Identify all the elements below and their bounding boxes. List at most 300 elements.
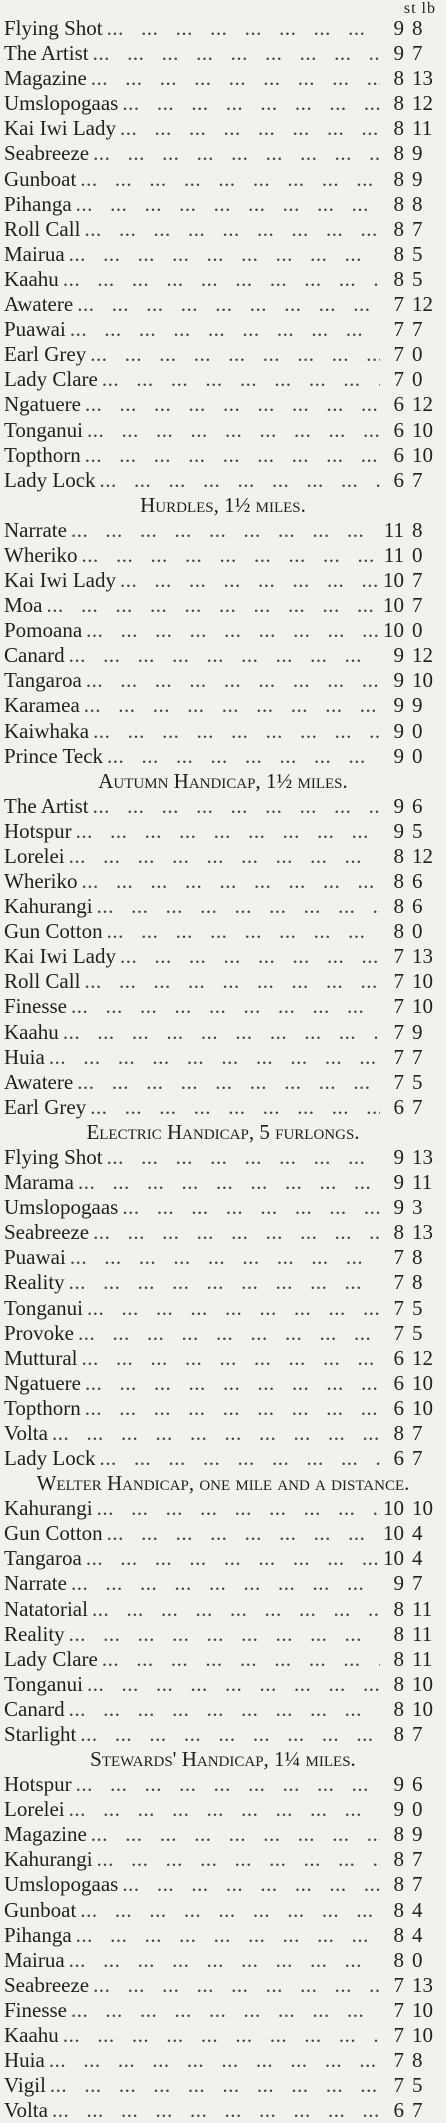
weight-pounds: 0: [412, 1947, 423, 1972]
horse-name: Lady Clare: [4, 1646, 98, 1671]
dot-leader: [81, 1396, 380, 1421]
weight-pounds: 0: [412, 367, 423, 392]
weight-pounds: 12: [412, 843, 433, 868]
horse-entry: [0, 819, 446, 844]
weight-stone: 8: [393, 1621, 404, 1646]
dot-leader: [76, 167, 380, 192]
horse-name: Pihanga: [4, 1922, 72, 1947]
horse-entry: [0, 1070, 446, 1095]
weight-stone: 10: [383, 1496, 404, 1521]
horse-entry: [0, 1145, 446, 1170]
horse-name: Gunboat: [4, 166, 77, 191]
dot-leader: [72, 1772, 380, 1797]
dot-leader: [83, 1672, 380, 1697]
weight-stone: 6: [393, 1395, 404, 1420]
weight-stone: 11: [383, 542, 404, 567]
horse-name: Huia: [4, 2048, 45, 2073]
weight-stone: 9: [393, 818, 404, 843]
horse-name: Kahurangi: [4, 894, 93, 919]
horse-name: Topthorn: [4, 1395, 81, 1420]
horse-entry: [0, 1496, 446, 1521]
weight-pounds: 13: [412, 1972, 433, 1997]
weight-stone: 11: [383, 517, 404, 542]
horse-name: Tangaroa: [4, 668, 82, 693]
dot-leader: [116, 116, 380, 141]
dot-leader: [88, 1597, 380, 1622]
weight-pounds: 0: [412, 718, 423, 743]
weight-stone: 8: [393, 1922, 404, 1947]
weight-stone: 8: [393, 1420, 404, 1445]
horse-entry: [0, 1697, 446, 1722]
weight-pounds: 7: [412, 1446, 423, 1471]
dot-leader: [116, 944, 380, 969]
horse-entry: [0, 1020, 446, 1045]
weight-pounds: 7: [412, 1044, 423, 1069]
horse-name: Lady Clare: [4, 367, 98, 392]
dot-leader: [83, 418, 380, 443]
dot-leader: [67, 518, 380, 543]
horse-name: Gun Cotton: [4, 919, 103, 944]
horse-name: Seabreeze: [4, 141, 90, 166]
horse-name: Canard: [4, 1696, 65, 1721]
dot-leader: [89, 41, 380, 66]
horse-entry: [0, 794, 446, 819]
dot-leader: [72, 1923, 380, 1948]
weight-stone: 7: [393, 1019, 404, 1044]
weight-pounds: 0: [412, 1797, 423, 1822]
horse-entry: [0, 267, 446, 292]
dot-leader: [82, 1546, 380, 1571]
horse-name: Mairua: [4, 241, 65, 266]
weight-pounds: 5: [412, 818, 423, 843]
weight-stone: 8: [393, 1671, 404, 1696]
weight-stone: 7: [393, 1320, 404, 1345]
race-section: [0, 493, 446, 769]
horse-entry: [0, 1546, 446, 1571]
horse-entry: [0, 869, 446, 894]
race-section: [0, 1120, 446, 1471]
horse-entry: [0, 1672, 446, 1697]
weight-pounds: 4: [412, 1897, 423, 1922]
weight-stone: 7: [393, 1270, 404, 1295]
dot-leader: [78, 1346, 381, 1371]
dot-leader: [45, 2048, 380, 2073]
dot-leader: [73, 1070, 380, 1095]
weight-stone: 8: [393, 1596, 404, 1621]
dot-leader: [72, 819, 380, 844]
race-section: [0, 1747, 446, 2123]
dot-leader: [48, 2098, 380, 2123]
horse-name: Pomoana: [4, 618, 83, 643]
dot-leader: [89, 719, 380, 744]
horse-name: Puawai: [4, 1245, 66, 1270]
weight-pounds: 12: [412, 643, 433, 668]
dot-leader: [74, 1321, 380, 1346]
horse-name: Kaahu: [4, 2023, 59, 2048]
horse-name: Hotspur: [4, 1772, 72, 1797]
weight-pounds: 10: [412, 1395, 433, 1420]
weight-stone: 9: [393, 668, 404, 693]
dot-leader: [96, 1446, 380, 1471]
horse-name: Topthorn: [4, 442, 81, 467]
weight-pounds: 9: [412, 166, 423, 191]
horse-entry: [0, 994, 446, 1019]
weight-stone: 9: [393, 1772, 404, 1797]
weight-stone: 8: [393, 91, 404, 116]
weight-stone: 6: [393, 1094, 404, 1119]
race-sections: [0, 16, 446, 2123]
weight-stone: 8: [393, 1646, 404, 1671]
weight-units-header: st lb: [403, 0, 436, 17]
dot-leader: [65, 1622, 380, 1647]
weight-stone: 8: [393, 843, 404, 868]
dot-leader: [76, 1898, 380, 1923]
weight-pounds: 9: [412, 1019, 423, 1044]
horse-name: Volta: [4, 2098, 48, 2123]
weight-pounds: 12: [412, 292, 433, 317]
weight-stone: 8: [393, 241, 404, 266]
horse-name: Wheriko: [4, 542, 78, 567]
horse-entry: [0, 141, 446, 166]
dot-leader: [103, 1521, 380, 1546]
weight-stone: 6: [393, 442, 404, 467]
horse-entry: [0, 392, 446, 417]
horse-entry: [0, 468, 446, 493]
weight-stone: 7: [393, 317, 404, 342]
weight-pounds: 7: [412, 1722, 423, 1746]
horse-entry: [0, 367, 446, 392]
weight-pounds: 7: [412, 216, 423, 241]
horse-name: Puawai: [4, 317, 66, 342]
weight-stone: 7: [393, 292, 404, 317]
weight-stone: 10: [383, 618, 404, 643]
horse-entry: [0, 418, 446, 443]
horse-entry: [0, 1898, 446, 1923]
horse-name: Earl Grey: [4, 342, 87, 367]
weight-pounds: 0: [412, 618, 423, 643]
horse-entry: [0, 1772, 446, 1797]
weight-pounds: 11: [412, 116, 433, 141]
weight-stone: 8: [393, 1220, 404, 1245]
dot-leader: [45, 1045, 380, 1070]
horse-entry: [0, 1421, 446, 1446]
horse-name: Kai Iwi Lady: [4, 116, 116, 141]
dot-leader: [93, 1847, 380, 1872]
horse-name: Tonganui: [4, 417, 84, 442]
horse-name: Earl Grey: [4, 1094, 87, 1119]
horse-name: Kahurangi: [4, 1847, 93, 1872]
weight-stone: 6: [393, 392, 404, 417]
weight-pounds: 5: [412, 2073, 423, 2098]
weight-stone: 8: [393, 1847, 404, 1872]
horse-name: Hotspur: [4, 818, 72, 843]
weight-pounds: 7: [412, 1094, 423, 1119]
weight-stone: 6: [393, 2098, 404, 2123]
weight-pounds: 5: [412, 241, 423, 266]
weight-pounds: 4: [412, 1546, 423, 1571]
weight-stone: 8: [393, 191, 404, 216]
horse-entry: [0, 1446, 446, 1471]
horse-entry: [0, 1270, 446, 1295]
dot-leader: [118, 1195, 380, 1220]
dot-leader: [81, 443, 380, 468]
horse-name: Flying Shot: [4, 1144, 103, 1169]
race-title: Hurdles, 1½ miles.: [140, 492, 306, 517]
weight-stone: 6: [393, 467, 404, 492]
dot-leader: [81, 1371, 380, 1396]
dot-leader: [67, 994, 380, 1019]
horse-name: Reality: [4, 1270, 65, 1295]
horse-name: Gun Cotton: [4, 1521, 103, 1546]
horse-entry: [0, 1923, 446, 1948]
weight-pounds: 7: [412, 41, 423, 66]
weight-pounds: 10: [412, 442, 433, 467]
weight-pounds: 10: [412, 1496, 433, 1521]
dot-leader: [118, 1872, 380, 1897]
horse-entry: [0, 1622, 446, 1647]
dot-leader: [118, 91, 380, 116]
horse-name: Ngatuere: [4, 392, 81, 417]
dot-leader: [82, 618, 380, 643]
dot-leader: [89, 1220, 380, 1245]
weight-stone: 7: [393, 342, 404, 367]
weight-stone: 6: [393, 417, 404, 442]
horse-entry: [0, 643, 446, 668]
weight-pounds: 0: [412, 743, 423, 768]
horse-entry: [0, 1722, 446, 1747]
horse-entry: [0, 844, 446, 869]
dot-leader: [103, 919, 380, 944]
dot-leader: [77, 869, 380, 894]
weight-stone: 6: [393, 1345, 404, 1370]
horse-name: Tonganui: [4, 1671, 84, 1696]
weight-pounds: 12: [412, 1345, 433, 1370]
horse-entry: [0, 2048, 446, 2073]
weight-pounds: 7: [412, 1847, 423, 1872]
horse-name: Finesse: [4, 1997, 67, 2022]
weight-stone: 8: [393, 1722, 404, 1746]
dot-leader: [82, 668, 380, 693]
horse-name: Volta: [4, 1420, 48, 1445]
horse-name: Karamea: [4, 693, 80, 718]
dot-leader: [87, 66, 380, 91]
weight-stone: 8: [393, 1696, 404, 1721]
weight-stone: 9: [393, 1195, 404, 1220]
dot-leader: [80, 969, 380, 994]
weight-pounds: 9: [412, 1822, 423, 1847]
dot-leader: [76, 1722, 380, 1747]
horse-entry: [0, 1571, 446, 1596]
horse-entry: [0, 317, 446, 342]
weight-pounds: 10: [412, 1671, 433, 1696]
dot-leader: [98, 1647, 380, 1672]
horse-name: The Artist: [4, 41, 89, 66]
weight-pounds: 10: [412, 668, 433, 693]
horse-entry: [0, 2023, 446, 2048]
weight-pounds: 8: [412, 191, 423, 216]
horse-entry: [0, 1396, 446, 1421]
horse-name: Lorelei: [4, 1797, 65, 1822]
horse-entry: [0, 242, 446, 267]
dot-leader: [59, 2023, 380, 2048]
weight-pounds: 7: [412, 593, 423, 618]
weight-stone: 9: [393, 1170, 404, 1195]
weight-pounds: 10: [412, 1997, 433, 2022]
weight-pounds: 4: [412, 1521, 423, 1546]
horse-name: Canard: [4, 643, 65, 668]
weight-stone: 7: [393, 969, 404, 994]
horse-entry: [0, 668, 446, 693]
horse-name: Kahurangi: [4, 1496, 93, 1521]
dot-leader: [77, 543, 380, 568]
dot-leader: [66, 317, 380, 342]
horse-entry: [0, 518, 446, 543]
dot-leader: [87, 1822, 380, 1847]
dot-leader: [65, 1948, 380, 1973]
weight-pounds: 0: [412, 542, 423, 567]
dot-leader: [65, 1697, 380, 1722]
weight-stone: 8: [393, 869, 404, 893]
dot-leader: [65, 1270, 380, 1295]
weight-stone: 6: [393, 1446, 404, 1471]
horse-entry: [0, 16, 446, 41]
weight-stone: 9: [393, 793, 404, 818]
horse-entry: [0, 1220, 446, 1245]
weight-pounds: 7: [412, 1420, 423, 1445]
weight-pounds: 11: [412, 1596, 433, 1621]
weight-stone: 10: [383, 567, 404, 592]
weight-stone: 7: [393, 367, 404, 392]
horse-name: Tonganui: [4, 1295, 84, 1320]
horse-name: Awatere: [4, 292, 74, 317]
weight-stone: 7: [393, 1044, 404, 1069]
horse-entry: [0, 41, 446, 66]
horse-entry: [0, 1872, 446, 1897]
horse-entry: [0, 1647, 446, 1672]
weight-stone: 9: [393, 1571, 404, 1596]
dot-leader: [103, 1145, 380, 1170]
race-section: [0, 1471, 446, 1747]
horse-entry: [0, 919, 446, 944]
horse-entry: [0, 1095, 446, 1120]
weight-pounds: 13: [412, 66, 433, 91]
horse-entry: [0, 1597, 446, 1622]
weight-pounds: 12: [412, 392, 433, 417]
race-section: [0, 769, 446, 1120]
weight-pounds: 7: [412, 467, 423, 492]
dot-leader: [80, 693, 380, 718]
weight-stone: 8: [393, 1897, 404, 1922]
horse-name: Magazine: [4, 1822, 87, 1847]
horse-entry: [0, 1998, 446, 2023]
horse-name: Pihanga: [4, 191, 72, 216]
weight-pounds: 5: [412, 1320, 423, 1345]
weight-pounds: 11: [412, 1646, 433, 1671]
weight-stone: 6: [393, 1370, 404, 1395]
horse-name: Umslopogaas: [4, 1195, 119, 1220]
horse-entry: [0, 66, 446, 91]
dot-leader: [59, 267, 380, 292]
race-title: Electric Handicap, 5 furlongs.: [86, 1119, 360, 1144]
weight-stone: 7: [393, 1069, 404, 1094]
weight-stone: 9: [393, 743, 404, 768]
weight-pounds: 5: [412, 266, 423, 291]
horse-name: Roll Call: [4, 969, 81, 994]
horse-name: Magazine: [4, 66, 87, 91]
dot-leader: [48, 1421, 380, 1446]
weight-stone: 7: [393, 1997, 404, 2022]
weight-stone: 7: [393, 944, 404, 969]
weight-stone: 8: [393, 266, 404, 291]
horse-entry: [0, 1170, 446, 1195]
horse-name: Kai Iwi Lady: [4, 567, 116, 592]
horse-name: Lady Lock: [4, 467, 96, 492]
horse-entry: [0, 1797, 446, 1822]
horse-entry: [0, 693, 446, 718]
horse-name: Moa: [4, 593, 43, 618]
weight-pounds: 8: [412, 2048, 423, 2073]
dot-leader: [74, 1170, 380, 1195]
horse-name: Awatere: [4, 1069, 74, 1094]
weight-stone: 7: [393, 1295, 404, 1320]
weight-pounds: 11: [412, 1621, 433, 1646]
horse-entry: [0, 1296, 446, 1321]
horse-entry: [0, 969, 446, 994]
dot-leader: [67, 1998, 380, 2023]
dot-leader: [72, 192, 380, 217]
weight-pounds: 8: [412, 517, 423, 542]
horse-entry: [0, 292, 446, 317]
dot-leader: [66, 1245, 380, 1270]
weight-pounds: 10: [412, 969, 433, 994]
weight-stone: 7: [393, 1245, 404, 1270]
horse-entry: [0, 744, 446, 769]
weight-stone: 7: [393, 2073, 404, 2098]
horse-entry: [0, 1195, 446, 1220]
weight-pounds: 10: [412, 417, 433, 442]
horse-entry: [0, 944, 446, 969]
horse-name: Provoke: [4, 1320, 74, 1345]
weight-stone: 10: [383, 1521, 404, 1546]
horse-entry: [0, 568, 446, 593]
horse-entry: [0, 1045, 446, 1070]
horse-entry: [0, 1245, 446, 1270]
horse-name: Narrate: [4, 517, 67, 542]
weight-pounds: 10: [412, 1370, 433, 1395]
race-section: [0, 16, 446, 493]
horse-name: Umslopogaas: [4, 1872, 119, 1897]
weight-stone: 8: [393, 894, 404, 919]
weight-stone: 9: [393, 1144, 404, 1169]
horse-name: Huia: [4, 1044, 45, 1069]
horse-name: Kai Iwi Lady: [4, 944, 116, 969]
weight-stone: 8: [393, 919, 404, 944]
weight-pounds: 13: [412, 944, 433, 969]
weight-stone: 8: [393, 116, 404, 141]
horse-name: Tangaroa: [4, 1546, 82, 1571]
horse-entry: [0, 1371, 446, 1396]
horse-entry: [0, 2098, 446, 2123]
weight-pounds: 8: [412, 1270, 423, 1295]
weight-stone: 7: [393, 2023, 404, 2048]
horse-entry: [0, 543, 446, 568]
weight-stone: 8: [393, 166, 404, 191]
horse-name: Finesse: [4, 994, 67, 1019]
horse-name: Lady Lock: [4, 1446, 96, 1471]
weight-pounds: 5: [412, 1295, 423, 1320]
horse-name: Muttural: [4, 1345, 78, 1370]
weight-stone: 9: [393, 693, 404, 718]
